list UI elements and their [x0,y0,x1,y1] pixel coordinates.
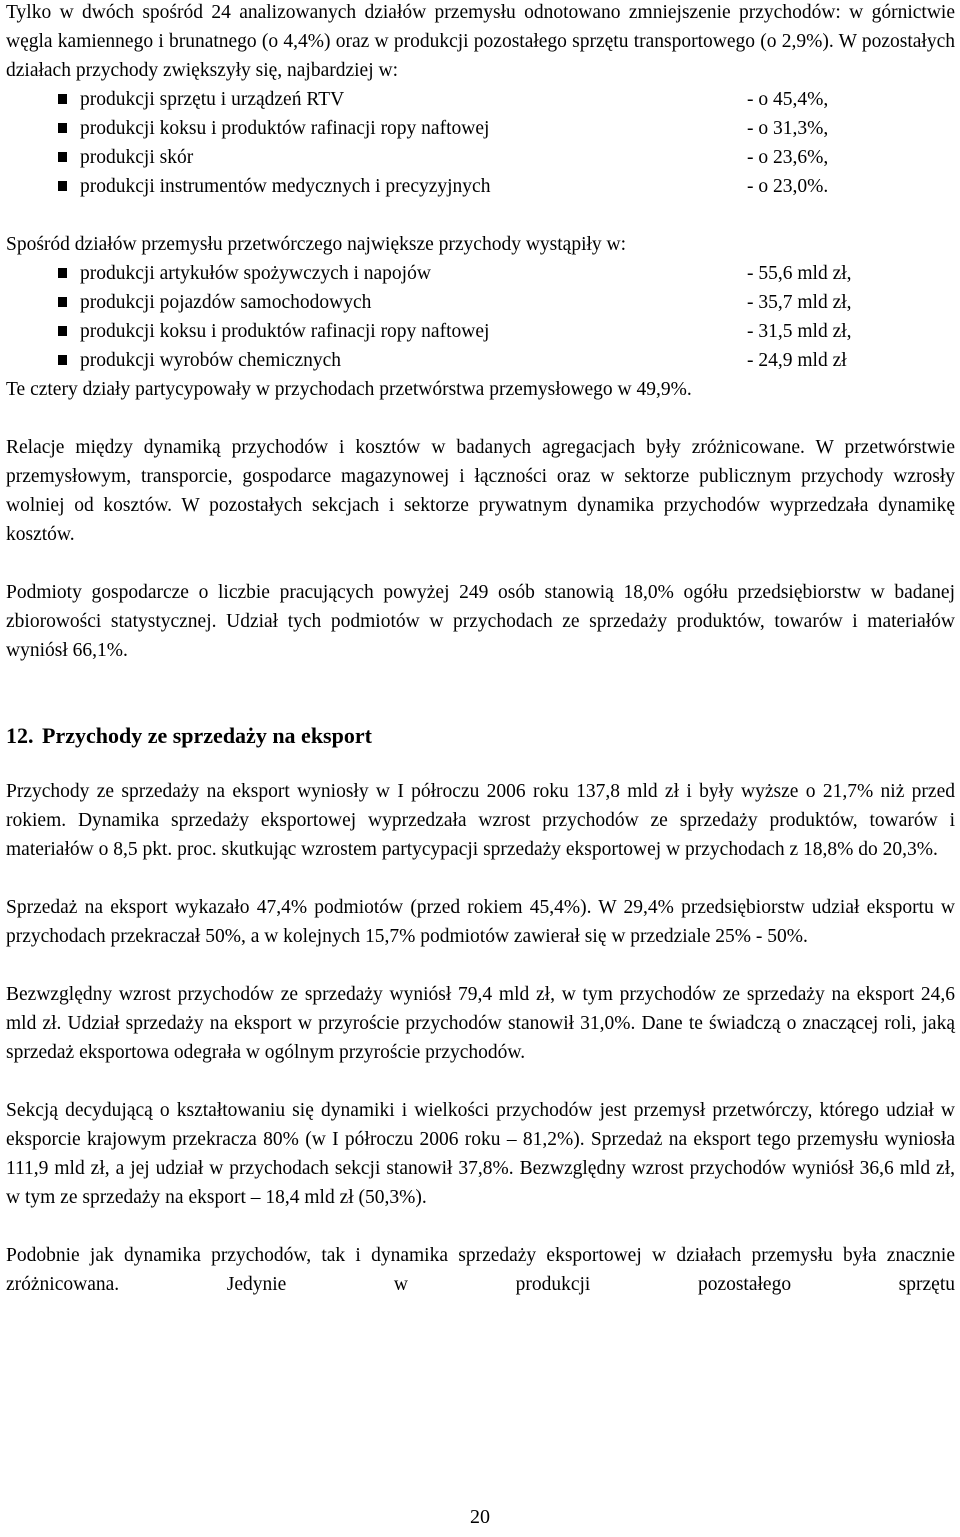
square-bullet-icon [58,297,67,307]
export-paragraph: Przychody ze sprzedaży na eksport wyniosły w I półroczu 2006 roku 137,8 mld zł i były wyższe o 21,7% niż przed rokiem. Dynamika sprzedaży eksportowej wyprzedzała wzrost przychodów ze sprzedaży produktów, towarów i materiałów o 8,5 pkt. proc. skutkując wzrostem partycypacji sprzedaży eksportowej w przychodach z 18,8% do 20,3%. [6,781,955,860]
square-bullet-icon [58,355,67,365]
square-bullet-icon [58,326,67,336]
spacer [6,951,955,980]
square-bullet-icon [58,123,67,133]
spacer [6,404,955,433]
export-paragraph: Sprzedaż na eksport wykazało 47,4% podmiotów (przed rokiem 45,4%). W 29,4% przedsiębiorstw udział eksportu w przychodach przekraczał 50%, a w kolejnych 15,7% podmiotów zawierał się w przedziale 25% - 50%. [6,897,955,947]
spacer [6,1067,955,1096]
list-item: produkcji skór - o 23,6%, [6,143,955,172]
export-paragraph-continued: Podobnie jak dynamika przychodów, tak i dynamika sprzedaży eksportowej w działach przemysłu była znacznie zróżnicowana. Jedynie w produkcji pozostałego sprzętu [6,1245,955,1295]
spacer [6,549,955,578]
page-number: 20 [470,1506,490,1528]
list-item: produkcji artykułów spożywczych i napojów - 55,6 mld zł, [6,259,955,288]
list-item: produkcji pojazdów samochodowych - 35,7 mld zł, [6,288,955,317]
largest-revenue-list [6,259,955,375]
list-item: produkcji koksu i produktów rafinacji ropy naftowej - o 31,3%, [6,114,955,143]
increase-list [6,85,955,201]
largest-revenue-intro: Spośród działów przemysłu przetwórczego największe przychody wystąpiły w: [6,234,627,255]
square-bullet-icon [58,268,67,278]
list-item: produkcji koksu i produktów rafinacji ropy naftowej - 31,5 mld zł, [6,317,955,346]
spacer [6,201,955,230]
large-entities-paragraph: Podmioty gospodarcze o liczbie pracujących powyżej 249 osób stanowią 18,0% ogółu przedsiębiorstw w badanej zbiorowości statystycznej. Udział tych podmiotów w przychodach ze sprzedaży produktów, towarów i materiałów wyniósł 66,1%. [6,582,955,661]
section-title: Przychody ze sprzedaży na eksport [42,723,372,748]
list-item: produkcji sprzętu i urządzeń RTV - o 45,4%, [6,85,955,114]
spacer [6,752,955,777]
list-item: produkcji wyrobów chemicznych - 24,9 mld zł [6,346,955,375]
spacer [6,665,955,719]
export-paragraph: Bezwzględny wzrost przychodów ze sprzedaży wyniósł 79,4 mld zł, w tym przychodów ze sprzedaży na eksport 24,6 mld zł. Udział sprzedaży na eksport w przyroście przychodów stanowił 31,0%. Dane te świadczą o znaczącej roli, jaką sprzedaż eksportowa odegrała w ogólnym przyroście przychodów. [6,984,955,1063]
document-page [6,0,955,1299]
square-bullet-icon [58,94,67,104]
spacer [6,1212,955,1241]
relations-paragraph: Relacje między dynamiką przychodów i kosztów w badanych agregacjach były zróżnicowane. W przetwórstwie przemysłowym, transporcie, gospodarce magazynowej i łączności oraz w sektorze publicznym przychody wzrosły wolniej od kosztów. W pozostałych sekcjach i sektorze prywatnym dynamika przychodów wyprzedzała dynamikę kosztów. [6,437,955,545]
intro-paragraph: Tylko w dwóch spośród 24 analizowanych działów przemysłu odnotowano zmniejszenie przychodów: w górnictwie węgla kamiennego i brunatnego (o 4,4%) oraz w produkcji pozostałego sprzętu transportowego (o 2,9%). W pozostałych działach przychody zwiększyły się, najbardziej w: [6,2,955,81]
square-bullet-icon [58,152,67,162]
list-item: produkcji instrumentów medycznych i precyzyjnych - o 23,0%. [6,172,955,201]
square-bullet-icon [58,181,67,191]
section-number: 12. [6,723,34,748]
spacer [6,864,955,893]
largest-revenue-summary: Te cztery działy partycypowały w przychodach przetwórstwa przemysłowego w 49,9%. [6,379,692,400]
section-heading [6,719,955,752]
export-paragraph: Sekcją decydującą o kształtowaniu się dynamiki i wielkości przychodów jest przemysł przetwórczy, którego udział w eksporcie krajowym przekracza 80% (w I półroczu 2006 roku – 81,2%). Sprzedaż na eksport tego przemysłu wyniosła 111,9 mld zł, a jej udział w przychodach sekcji stanowił 37,8%. Bezwzględny wzrost przychodów wyniósł 36,6 mld zł, w tym ze sprzedaży na eksport – 18,4 mld zł (50,3%). [6,1100,955,1208]
